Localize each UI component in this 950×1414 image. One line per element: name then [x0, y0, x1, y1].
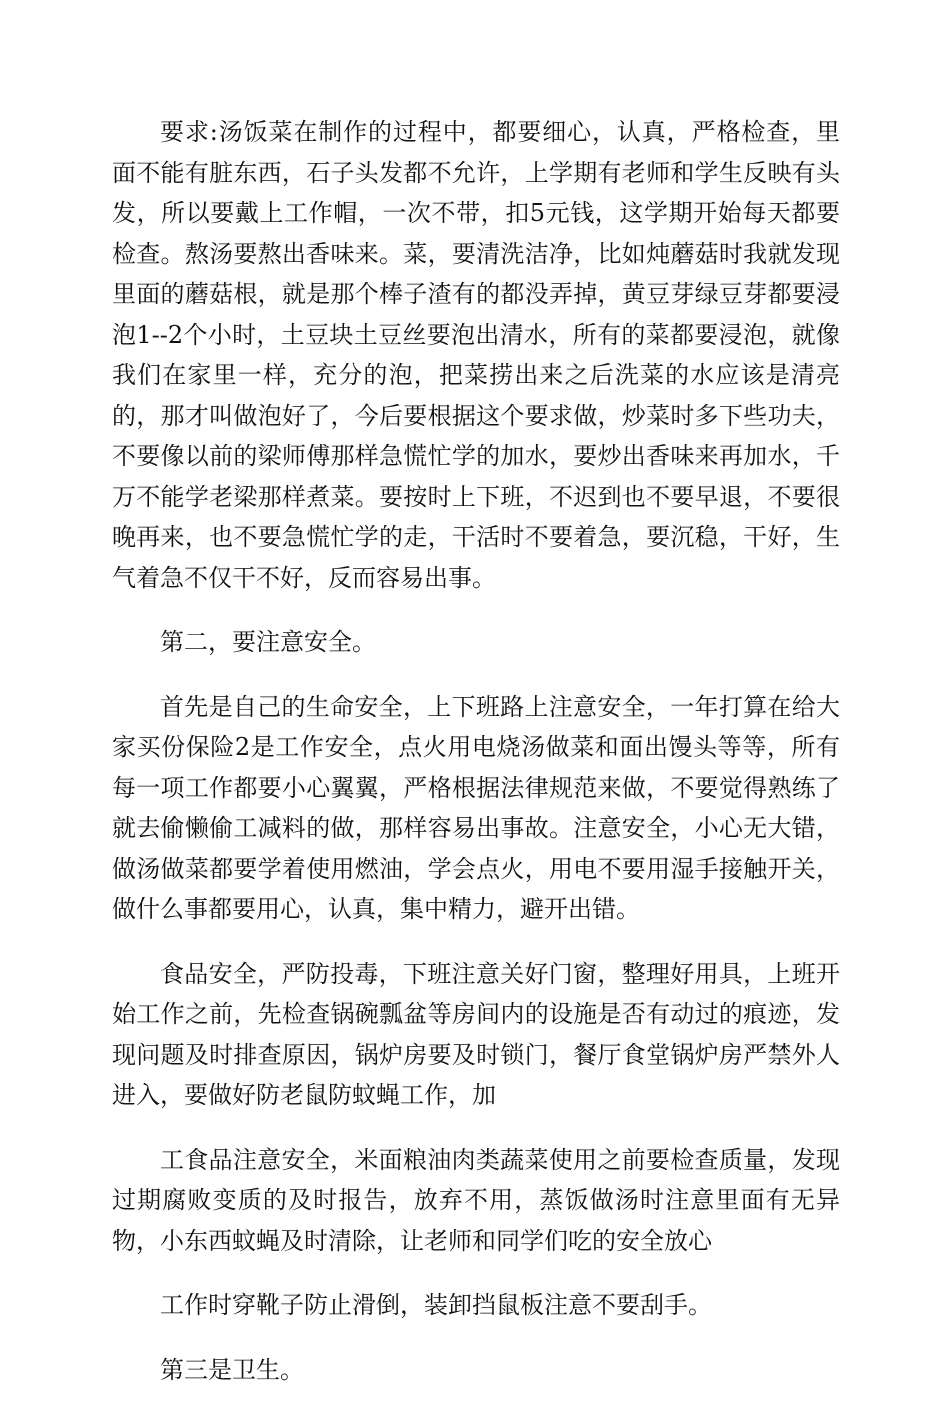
paragraph-boots: 工作时穿靴子防止滑倒，装卸挡鼠板注意不要刮手。	[160, 1291, 712, 1319]
paragraph-safety-heading: 第二，要注意安全。	[160, 628, 376, 656]
document-body	[112, 112, 840, 1414]
paragraph-food-safety: 食品安全，严防投毒，下班注意关好门窗，整理好用具，上班开始工作之前，先检查锅碗瓢盆等房间内的设施是否有动过的痕迹，发现问题及时排查原因，锅炉房要及时锁门，餐厅食堂锅炉房严禁外人进入，要做好防老鼠防蚊蝇工作，加	[112, 959, 840, 1109]
paragraph-food-processing: 工食品注意安全，米面粮油肉类蔬菜使用之前要检查质量，发现过期腐败变质的及时报告，放弃不用，蒸饭做汤时注意里面有无异物，小东西蚊蝇及时清除，让老师和同学们吃的安全放心	[112, 1145, 840, 1255]
paragraph-hygiene-heading: 第三是卫生。	[160, 1355, 304, 1384]
paragraph-personal-safety: 首先是自己的生命安全，上下班路上注意安全，一年打算在给大家买份保险2是工作安全，点火用电烧汤做菜和面出馒头等等，所有每一项工作都要小心翼翼，严格根据法律规范来做，不要觉得熟练了就去偷懒偷工减料的做，那样容易出事故。注意安全，小心无大错，做汤做菜都要学着使用燃油，学会点火，用电不要用湿手接触开关，做什么事都要用心，认真，集中精力，避开出错。	[112, 692, 840, 923]
paragraph-requirements: 要求:汤饭菜在制作的过程中，都要细心，认真，严格检查，里面不能有脏东西，石子头发都不允许，上学期有老师和学生反映有头发，所以要戴上工作帽，一次不带，扣5元钱，这学期开始每天都要检查。熬汤要熬出香味来。菜，要清洗洁净，比如炖蘑菇时我就发现里面的蘑菇根，就是那个棒子渣有的都没弄掉，黄豆芽绿豆芽都要浸泡1--2个小时，土豆块土豆丝要泡出清水，所有的菜都要浸泡，就像我们在家里一样，充分的泡，把菜捞出来之后洗菜的水应该是清亮的，那才叫做泡好了，今后要根据这个要求做，炒菜时多下些功夫，不要像以前的梁师傅那样急慌忙学的加水，要炒出香味来再加水，千万不能学老梁那样煮菜。要按时上下班，不迟到也不要早退，不要很晚再来，也不要急慌忙学的走，干活时不要着急，要沉稳，干好，生气着急不仅干不好，反而容易出事。	[112, 118, 840, 592]
